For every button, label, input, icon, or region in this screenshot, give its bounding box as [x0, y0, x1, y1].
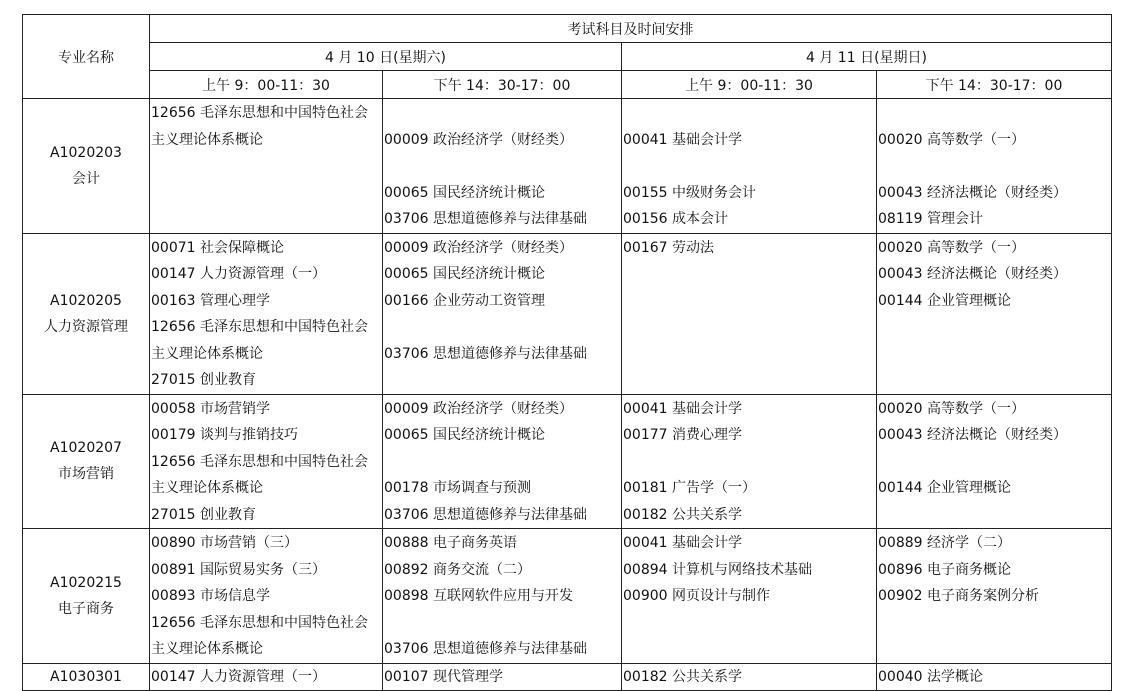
exam-subject: 12656 毛泽东思想和中国特色社会	[151, 319, 368, 335]
major-code: A1020207	[50, 440, 122, 457]
major-row	[23, 529, 1112, 664]
session-header-day2-pm: 下午 14：30-17：00	[877, 71, 1112, 99]
major-row	[23, 663, 1112, 691]
blank-line	[878, 367, 1111, 394]
day2-header: 4 月 11 日(星期日)	[622, 43, 1112, 71]
exam-subject: 00043 经济法概论（财经类）	[878, 184, 1067, 201]
blank-line	[878, 502, 1111, 529]
exam-subject: 00902 电子商务案例分析	[878, 588, 1039, 604]
exam-subjects-cell	[383, 394, 622, 529]
major-cell	[23, 99, 150, 234]
schedule-title: 考试科目及时间安排	[150, 15, 1112, 43]
exam-subject: 00888 电子商务英语	[384, 535, 517, 551]
exam-subjects-cell	[877, 663, 1112, 691]
major-name: 电子商务	[58, 600, 114, 617]
exam-subject: 00058 市场营销学	[151, 400, 270, 417]
exam-subject: 00179 谈判与推销技巧	[151, 427, 298, 443]
exam-subjects-cell	[622, 394, 877, 529]
exam-subject: 00889 经济学（二）	[878, 535, 1011, 551]
blank-line	[878, 314, 1111, 341]
exam-subjects-cell	[150, 99, 383, 234]
exam-subject: 12656 毛泽东思想和中国特色社会	[151, 614, 368, 631]
exam-subject: 00182 公共关系学	[623, 668, 742, 685]
exam-subject: 00041 基础会计学	[623, 131, 742, 148]
exam-subject: 主义理论体系概论	[151, 345, 263, 362]
exam-subject: 00065 国民经济统计概论	[384, 266, 545, 282]
day1-header: 4 月 10 日(星期六)	[150, 43, 622, 71]
exam-subject: 00065 国民经济统计概论	[384, 427, 545, 443]
exam-subject: 00166 企业劳动工资管理	[384, 292, 545, 309]
exam-subjects-cell	[622, 529, 877, 664]
exam-subject: 08119 管理会计	[878, 211, 983, 227]
exam-subject: 00167 劳动法	[623, 239, 714, 256]
exam-subjects-cell	[622, 99, 877, 234]
exam-subjects-cell	[877, 394, 1112, 529]
exam-subject: 12656 毛泽东思想和中国特色社会	[151, 105, 368, 121]
exam-subject: 00009 政治经济学（财经类）	[384, 131, 573, 148]
blank-line	[151, 206, 382, 233]
blank-line	[878, 610, 1111, 637]
session-header-day2-am: 上午 9：00-11：30	[622, 71, 877, 99]
blank-line	[623, 314, 876, 341]
blank-line	[384, 449, 621, 476]
exam-schedule-table	[22, 14, 1112, 691]
exam-subject: 00894 计算机与网络技术基础	[623, 561, 812, 578]
exam-subject: 00043 经济法概论（财经类）	[878, 266, 1067, 282]
blank-line	[623, 636, 876, 663]
exam-subject: 00893 市场信息学	[151, 588, 270, 604]
blank-line	[623, 449, 876, 476]
major-name: 市场营销	[58, 466, 114, 483]
exam-subject: 03706 思想道德修养与法律基础	[384, 211, 587, 227]
exam-subjects-cell	[622, 233, 877, 394]
blank-line	[623, 367, 876, 394]
exam-subject: 00065 国民经济统计概论	[384, 184, 545, 201]
exam-subject: 00155 中级财务会计	[623, 184, 756, 201]
exam-subject: 主义理论体系概论	[151, 480, 263, 496]
major-row	[23, 99, 1112, 234]
major-cell	[23, 529, 150, 664]
blank-line	[384, 610, 621, 637]
exam-subject: 00020 高等数学（一）	[878, 239, 1025, 256]
exam-subject: 00163 管理心理学	[151, 292, 270, 309]
blank-line	[623, 153, 876, 180]
blank-line	[384, 100, 621, 127]
exam-subjects-cell	[383, 529, 622, 664]
exam-subject: 00181 广告学（一）	[623, 480, 756, 496]
blank-line	[384, 367, 621, 394]
schedule-body	[23, 99, 1112, 691]
exam-subject: 00144 企业管理概论	[878, 480, 1011, 496]
exam-subject: 00020 高等数学（一）	[878, 400, 1025, 417]
exam-subject: 00040 法学概论	[878, 668, 983, 685]
major-row	[23, 233, 1112, 394]
exam-subject: 00891 国际贸易实务（三）	[151, 561, 326, 578]
exam-subject: 00890 市场营销（三）	[151, 535, 298, 551]
major-name: 会计	[72, 170, 100, 187]
exam-subject: 00147 人力资源管理（一）	[151, 668, 326, 685]
exam-subject: 00892 商务交流（二）	[384, 561, 531, 578]
exam-subject: 00020 高等数学（一）	[878, 131, 1025, 148]
exam-subject: 主义理论体系概论	[151, 641, 263, 657]
exam-subjects-cell	[877, 529, 1112, 664]
exam-subject: 00147 人力资源管理（一）	[151, 266, 326, 282]
exam-subject: 03706 思想道德修养与法律基础	[384, 641, 587, 657]
blank-line	[151, 153, 382, 180]
exam-subject: 00043 经济法概论（财经类）	[878, 427, 1067, 443]
blank-line	[384, 314, 621, 341]
exam-subject: 00156 成本会计	[623, 211, 728, 227]
exam-subjects-cell	[877, 233, 1112, 394]
blank-line	[623, 341, 876, 368]
exam-subject: 00009 政治经济学（财经类）	[384, 239, 573, 256]
exam-subject: 00071 社会保障概论	[151, 239, 284, 256]
major-cell	[23, 233, 150, 394]
exam-subject: 27015 创业教育	[151, 506, 256, 523]
exam-subject: 27015 创业教育	[151, 372, 256, 388]
blank-line	[878, 341, 1111, 368]
exam-subject: 00144 企业管理概论	[878, 292, 1011, 309]
exam-subjects-cell	[383, 99, 622, 234]
major-code: A1020205	[50, 292, 122, 309]
exam-subjects-cell	[877, 99, 1112, 234]
exam-subject: 00182 公共关系学	[623, 506, 742, 523]
session-header-day1-pm: 下午 14：30-17：00	[383, 71, 622, 99]
exam-subject: 00041 基础会计学	[623, 535, 742, 551]
exam-subjects-cell	[150, 663, 383, 691]
major-name: 人力资源管理	[44, 318, 128, 335]
blank-line	[623, 610, 876, 637]
major-code: A1030301	[50, 668, 122, 685]
exam-subject: 00896 电子商务概论	[878, 561, 1011, 578]
exam-subject: 00178 市场调查与预测	[384, 480, 531, 496]
exam-subject: 00898 互联网软件应用与开发	[384, 588, 573, 604]
blank-line	[878, 100, 1111, 127]
exam-subject: 00107 现代管理学	[384, 668, 503, 685]
blank-line	[878, 153, 1111, 180]
exam-subject: 00009 政治经济学（财经类）	[384, 400, 573, 417]
major-column-header: 专业名称	[23, 15, 150, 99]
major-cell	[23, 394, 150, 529]
exam-subjects-cell	[383, 663, 622, 691]
major-code: A1020203	[50, 144, 122, 161]
exam-subjects-cell	[150, 233, 383, 394]
exam-subject: 00900 网页设计与制作	[623, 588, 770, 604]
blank-line	[384, 153, 621, 180]
exam-subjects-cell	[150, 394, 383, 529]
exam-subjects-cell	[150, 529, 383, 664]
exam-subject: 03706 思想道德修养与法律基础	[384, 345, 587, 362]
blank-line	[878, 636, 1111, 663]
exam-subject: 03706 思想道德修养与法律基础	[384, 506, 587, 523]
major-code: A1020215	[50, 574, 122, 591]
exam-subject: 00177 消费心理学	[623, 427, 742, 443]
blank-line	[623, 261, 876, 288]
exam-subject: 主义理论体系概论	[151, 131, 263, 148]
exam-subjects-cell	[383, 233, 622, 394]
blank-line	[878, 449, 1111, 476]
blank-line	[623, 288, 876, 315]
session-header-day1-am: 上午 9：00-11：30	[150, 71, 383, 99]
major-row	[23, 394, 1112, 529]
major-cell	[23, 663, 150, 691]
exam-subject: 12656 毛泽东思想和中国特色社会	[151, 453, 368, 470]
exam-subject: 00041 基础会计学	[623, 400, 742, 417]
exam-subjects-cell	[622, 663, 877, 691]
blank-line	[623, 100, 876, 127]
blank-line	[151, 180, 382, 207]
